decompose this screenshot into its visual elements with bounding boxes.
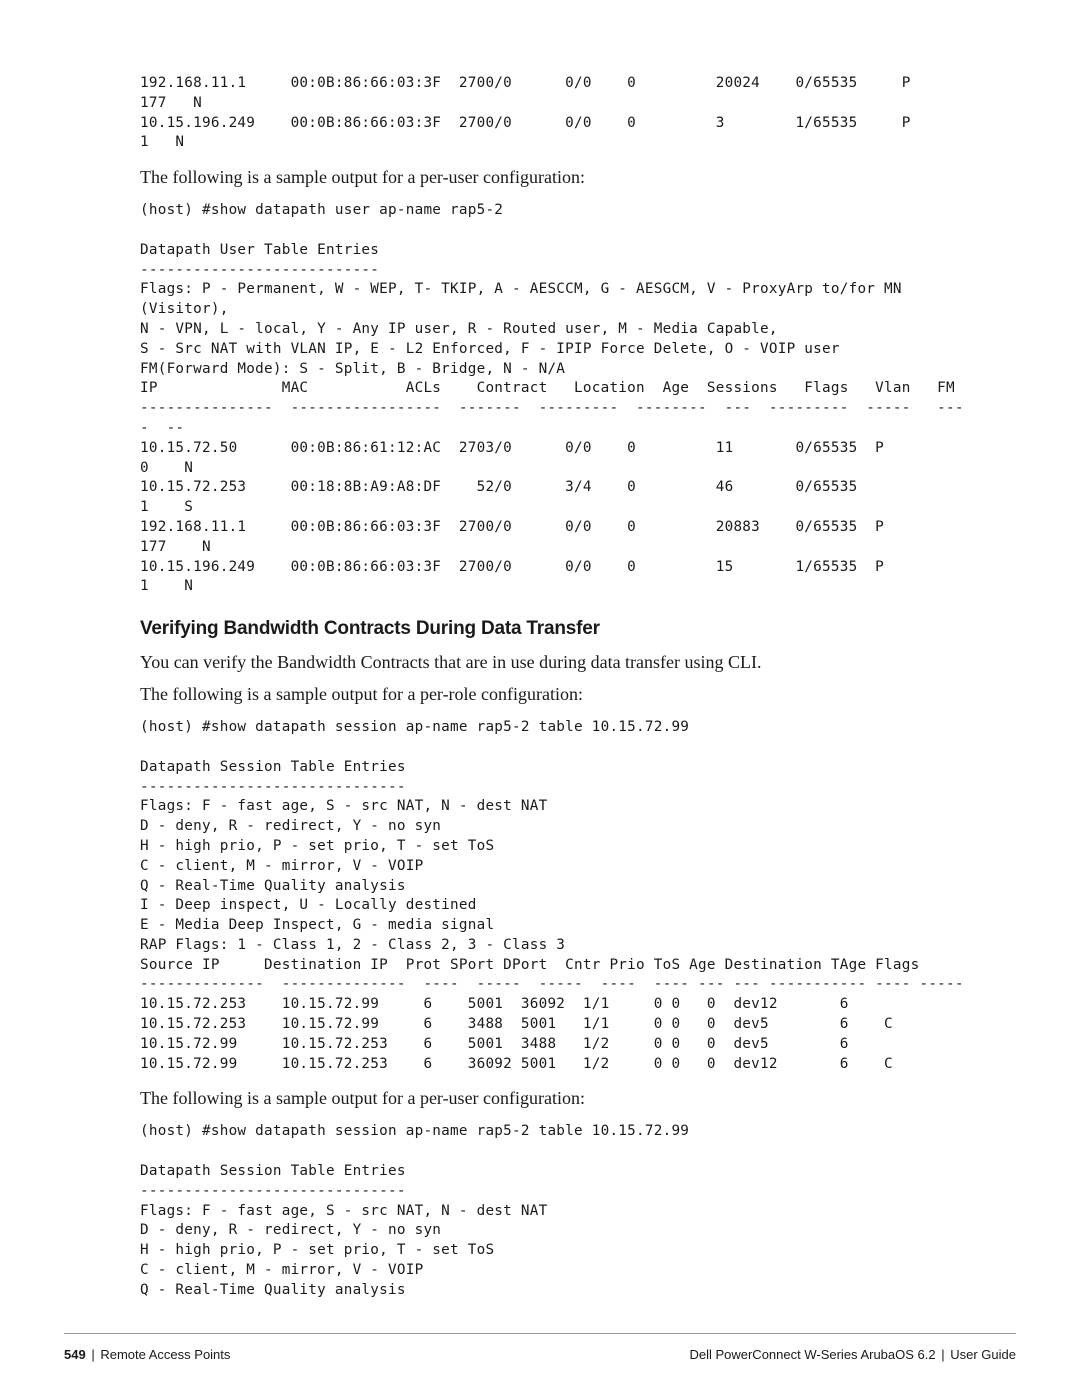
footer-left (64, 1347, 230, 1362)
per-role-intro-text: The following is a sample output for a per-role configuration: (140, 684, 584, 705)
per-user-intro-text-2: The following is a sample output for a per-user configuration: (140, 1088, 586, 1109)
footer-section: Remote Access Points (100, 1347, 231, 1362)
footer-divider (64, 1333, 1016, 1334)
cli-output-session-per-user: (host) #show datapath session ap-name rap5-2 table 10.15.72.99 Datapath Session Table Entries ------------------------------ Flags: F - fast age, S - src NAT, N - dest NAT D - deny, R - redirect, Y - no syn H - high prio, P - set prio, T - set ToS C - client, M - mirror, V - VOIP Q - Real-Time Quality analysis (140, 1123, 690, 1298)
footer-doc-title: Dell PowerConnect W-Series ArubaOS 6.2 (689, 1347, 936, 1362)
page-content (140, 74, 1020, 1301)
page-number: 549 (64, 1347, 86, 1362)
cli-verify-intro-text: You can verify the Bandwidth Contracts that are in use during data transfer using CLI. (140, 652, 762, 673)
footer-separator: | (91, 1347, 95, 1362)
footer-guide: User Guide (950, 1347, 1016, 1362)
cli-output-user-table-tail: 192.168.11.1 00:0B:86:66:03:3F 2700/0 0/0 0 20024 0/65535 P 177 N 10.15.196.249 00:0B:86:66:03:3F 2700/0 0/0 0 3 1/65535 P 1 N (140, 75, 911, 151)
cli-output-datapath-user: (host) #show datapath user ap-name rap5-2 Datapath User Table Entries --------------------------- Flags: P - Permanent, W - WEP, T- TKIP, A - AESCCM, G - AESGCM, V - ProxyArp to/for MN (Visitor), N - VPN, L - local, Y - Any IP user, R - Routed user, M - Media Capable, S - Src NAT with VLAN IP, E - L2 Enforced, F - IPIP Force Delete, O - VOIP user FM(Forward Mode): S - Split, B - Bridge, N - N/A IP MAC ACLs Contract Location Age Sessions Flags Vlan FM --------------- ----------------- ------- --------- -------- --- --------- ----- --- - -- 10.15.72.50 00:0B:86:61:12:AC 2703/0 0/0 0 11 0/65535 P 0 N 10.15.72.253 00:18:8B:A9:A8:DF 52/0 3/4 0 46 0/65535 1 S 192.168.11.1 00:0B:86:66:03:3F 2700/0 0/0 0 20883 0/65535 P 177 N 10.15.196.249 00:0B:86:66:03:3F 2700/0 0/0 0 15 1/65535 P 1 N (140, 202, 964, 595)
page-footer (64, 1347, 1016, 1362)
per-user-intro-text: The following is a sample output for a per-user configuration: (140, 167, 586, 188)
section-heading: Verifying Bandwidth Contracts During Data Transfer (140, 618, 600, 640)
footer-right (689, 1347, 1016, 1362)
footer-separator-right: | (941, 1347, 945, 1362)
cli-output-session-per-role: (host) #show datapath session ap-name rap5-2 table 10.15.72.99 Datapath Session Table Entries ------------------------------ Flags: F - fast age, S - src NAT, N - dest NAT D - deny, R - redirect, Y - no syn H - high prio, P - set prio, T - set ToS C - client, M - mirror, V - VOIP Q - Real-Time Quality analysis I - Deep inspect, U - Locally destined E - Media Deep Inspect, G - media signal RAP Flags: 1 - Class 1, 2 - Class 2, 3 - Class 3 Source IP Destination IP Prot SPort DPort Cntr Prio ToS Age Destination TAge Flags -------------- -------------- ---- ----- ----- ---- ---- --- --- ----------- ---- ----- 10.15.72.253 10.15.72.99 6 5001 36092 1/1 0 0 0 dev12 6 10.15.72.253 10.15.72.99 6 3488 5001 1/1 0 0 0 dev5 6 C 10.15.72.99 10.15.72.253 6 5001 3488 1/2 0 0 0 dev5 6 10.15.72.99 10.15.72.253 6 36092 5001 1/2 0 0 0 dev12 6 C (140, 719, 964, 1072)
